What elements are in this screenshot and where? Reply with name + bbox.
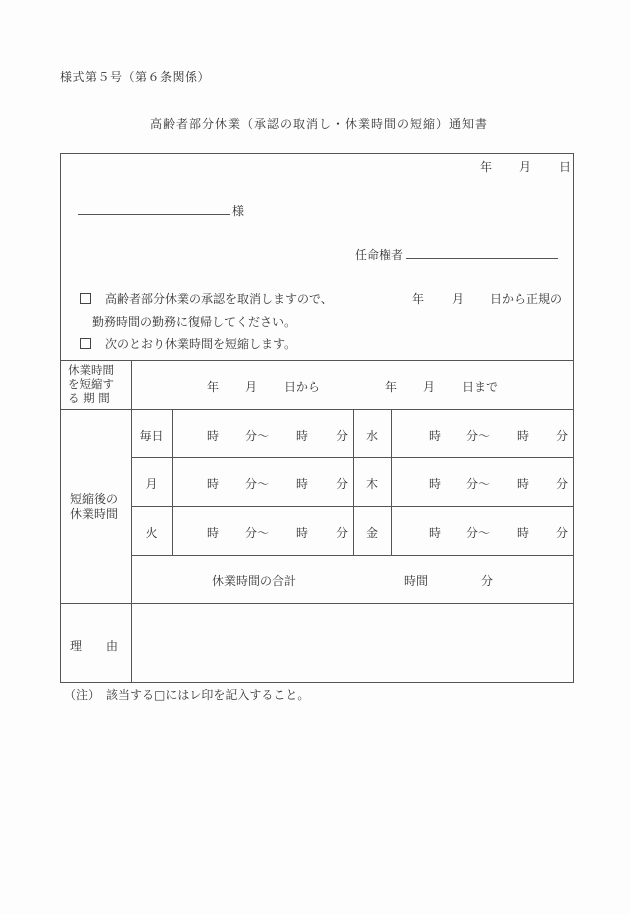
date-month: 月 bbox=[519, 160, 532, 174]
period-from-year: 年 bbox=[207, 380, 220, 394]
friday-start-hour: 時 bbox=[429, 526, 442, 540]
tuesday-start-hour: 時 bbox=[207, 526, 220, 540]
everyday-end-hour: 時 bbox=[296, 429, 309, 443]
thursday-start-hour: 時 bbox=[429, 477, 442, 491]
period-label: 休業時間 を短縮す る 期 間 bbox=[68, 363, 114, 405]
return-year: 年 bbox=[412, 292, 425, 306]
tuesday-end-min: 分 bbox=[336, 526, 349, 540]
option-shorten-hours bbox=[80, 335, 296, 352]
option-cancel-text: 高齢者部分休業の承認を取消しますので、 bbox=[105, 292, 333, 306]
schedule-day-thursday: 木 bbox=[365, 477, 378, 491]
schedule-day-everyday: 毎日 bbox=[139, 429, 164, 443]
period-to-year: 年 bbox=[385, 380, 398, 394]
monday-end-min: 分 bbox=[336, 477, 349, 491]
appointer-name-field[interactable] bbox=[406, 258, 558, 259]
monday-start-hour: 時 bbox=[207, 477, 220, 491]
everyday-start-min: 分～ bbox=[245, 429, 270, 443]
return-day-text: 日から正規の bbox=[490, 292, 563, 306]
cancel-approval-checkbox[interactable] bbox=[80, 293, 91, 304]
divider-period-row bbox=[60, 409, 574, 410]
option-cancel-approval bbox=[80, 290, 333, 307]
schedule-day-tuesday: 火 bbox=[145, 526, 158, 540]
schedule-day-friday: 金 bbox=[365, 526, 378, 540]
divider-day-column-right bbox=[391, 409, 392, 555]
total-hours-label: 休業時間の合計 bbox=[212, 574, 297, 588]
footnote: （注） 該当する□にはレ印を記入すること。 bbox=[64, 688, 310, 702]
option-cancel-line2: 勤務時間の勤務に復帰してください。 bbox=[92, 315, 297, 329]
wednesday-end-min: 分 bbox=[556, 429, 569, 443]
total-hours-unit: 時間 bbox=[404, 574, 429, 588]
shorten-hours-checkbox[interactable] bbox=[80, 338, 91, 349]
wednesday-end-hour: 時 bbox=[517, 429, 530, 443]
period-to-month: 月 bbox=[423, 380, 436, 394]
period-to-day: 日まで bbox=[462, 380, 499, 394]
thursday-end-hour: 時 bbox=[517, 477, 530, 491]
total-minutes-unit: 分 bbox=[481, 574, 494, 588]
date-day: 日 bbox=[559, 160, 572, 174]
appointer-label: 任命権者 bbox=[355, 248, 404, 262]
recipient-suffix: 様 bbox=[232, 204, 245, 218]
everyday-start-hour: 時 bbox=[207, 429, 220, 443]
divider-total-row bbox=[60, 603, 574, 604]
friday-end-min: 分 bbox=[556, 526, 569, 540]
divider-day-column-left bbox=[172, 409, 173, 555]
wednesday-start-min: 分～ bbox=[466, 429, 491, 443]
recipient-name-field[interactable] bbox=[78, 214, 230, 215]
period-from-month: 月 bbox=[245, 380, 258, 394]
thursday-end-min: 分 bbox=[556, 477, 569, 491]
reason-field[interactable] bbox=[140, 612, 565, 676]
option-shorten-text: 次のとおり休業時間を短縮します。 bbox=[105, 337, 297, 351]
tuesday-end-hour: 時 bbox=[296, 526, 309, 540]
reason-label: 理 由 bbox=[70, 639, 119, 653]
thursday-start-min: 分～ bbox=[466, 477, 491, 491]
monday-end-hour: 時 bbox=[296, 477, 309, 491]
form-number: 様式第５号（第６条関係） bbox=[60, 70, 211, 84]
schedule-day-wednesday: 水 bbox=[365, 429, 378, 443]
document-title: 高齢者部分休業（承認の取消し・休業時間の短縮）通知書 bbox=[150, 117, 489, 131]
everyday-end-min: 分 bbox=[336, 429, 349, 443]
wednesday-start-hour: 時 bbox=[429, 429, 442, 443]
period-from-day: 日から bbox=[284, 380, 321, 394]
friday-start-min: 分～ bbox=[466, 526, 491, 540]
tuesday-start-min: 分～ bbox=[245, 526, 270, 540]
friday-end-hour: 時 bbox=[517, 526, 530, 540]
schedule-day-monday: 月 bbox=[145, 477, 158, 491]
divider-schedule-row-3 bbox=[131, 555, 574, 556]
date-year: 年 bbox=[480, 160, 493, 174]
monday-start-min: 分～ bbox=[245, 477, 270, 491]
divider-label-column bbox=[131, 360, 132, 683]
return-month: 月 bbox=[452, 292, 465, 306]
divider-top-section bbox=[60, 360, 574, 361]
schedule-label: 短縮後の 休業時間 bbox=[70, 492, 119, 521]
